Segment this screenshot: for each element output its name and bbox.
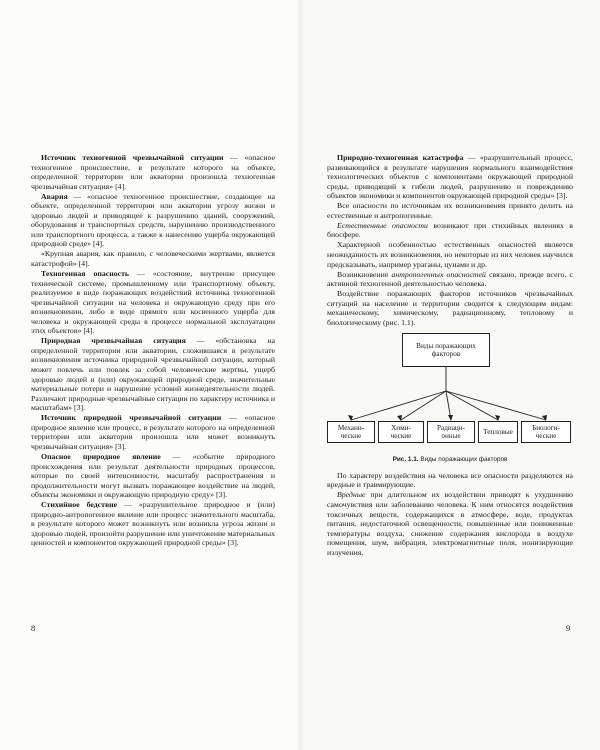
paragraph-natural-dangers bbox=[327, 221, 573, 240]
term: Опасное природное явление bbox=[41, 451, 161, 461]
right-page-text bbox=[327, 153, 573, 557]
term: Стихийное бедствие bbox=[41, 500, 118, 510]
term: Природная чрезвычайная ситуация bbox=[41, 336, 186, 346]
definition: — «опасное природное явление или процесс, в результате которого на определенной территории или акватории произошла или может возникнуть чрезвычайная ситуация» [3]. bbox=[31, 413, 275, 451]
paragraph-classification: Все опасности по источникам их возникновения принято делить на естественные и антропогенные. bbox=[327, 201, 573, 220]
paragraph-dangerous-phenomenon bbox=[31, 452, 275, 500]
definition: — «состояние, внутренне присущее технической системе, промышленному или транспортному объекту, реализуемое в виде поражающих воздействий источника техногенной чрезвычайной ситуации на человека и окружающую среду при его возникновении, либо в виде прямого или косвенного ущерба для человека и окружающей среды в процессе нормальной эксплуатации этих объектов» [4]. bbox=[31, 269, 275, 336]
definition: при длительном их воздействии приводят к ухудшению самочувствия или заболеванию человека. К ним относятся воздействия токсичных веществ, содержащихся в атмосфере, воде, продуктах питания, недостаточной освещенности, повышенные или пониженные температуры воздуха, снижение содержания кислорода в воздухе помещения, шум, вибрация, электромагнитные поля, ионизирующие излучения. bbox=[327, 490, 573, 557]
term: Вредные bbox=[337, 490, 366, 500]
definition: — «опасное техногенное происшествие, в результате которого на объекте, определенной территории или акватории произошла техногенная чрезвычайная ситуация» [4]. bbox=[31, 153, 275, 191]
definition: — «разрушительный процесс, развивающийся в результате нарушения нормального взаимодействия технологических объектов с компонентами окружающей природной среды, приводящий к гибели людей, разрушению и повреждению объектов экономики и компонентов окружающей природной среды» [3]. bbox=[327, 153, 573, 201]
page-number: 9 bbox=[566, 623, 571, 633]
definition: возникают при стихийных явлениях в биосфере. bbox=[327, 220, 573, 240]
paragraph-harmful bbox=[327, 490, 573, 557]
paragraph-catastrophe bbox=[327, 153, 573, 201]
diagram-leaf-radiation: Радиаци- онные bbox=[427, 421, 475, 443]
paragraph-natural-emergency bbox=[31, 336, 275, 412]
figure-title: Виды поражающих факторов bbox=[418, 456, 508, 464]
diagram-leaf-thermal: Тепловые bbox=[478, 421, 518, 443]
book-spine-shadow bbox=[296, 0, 304, 750]
page-number: 8 bbox=[31, 623, 36, 633]
paragraph-accident bbox=[31, 192, 275, 249]
paragraph-anthropogenic: Возникновение антропогенных опасностей связано, прежде всего, с активной техногенной деятельностью человека. bbox=[327, 269, 574, 289]
right-page bbox=[300, 0, 600, 750]
figure-label: Рис. 1.1. bbox=[392, 456, 419, 464]
figure-caption bbox=[327, 455, 573, 465]
diagram-leaf-biological: Биологи- ческие bbox=[521, 421, 571, 443]
paragraph-source-technogenic bbox=[31, 153, 275, 191]
paragraph-disaster bbox=[31, 500, 275, 548]
paragraph-source-natural bbox=[31, 413, 275, 451]
definition: «Крупная авария, как правило, с человеческими жертвами, является катастрофой» [4]. bbox=[31, 249, 275, 269]
paragraph-effect: По характеру воздействия на человека все опасности разделяются на вредные и травмирующие. bbox=[327, 470, 573, 490]
definition: — «опасное техногенное происшествие, создающее на объекте, определенной территории или акватории угрозу жизни и здоровью людей и приводящее к разрушению зданий, сооружений, оборудования и транспортных средств, нарушению производственного или транспортного процесса, а также к нанесению ущерба окружающей природной среде» [4]. bbox=[31, 191, 275, 249]
term: Источник природной чрезвычайной ситуации bbox=[41, 413, 222, 423]
definition: — «событие природного происхождения или результат деятельности природных процессов, которые по своей интенсивности, масштабу распространения и продолжительности могут вызвать поражающее воздействие на людей, объекты экономики и окружающую природную среду» [3]. bbox=[31, 451, 276, 500]
paragraph-natural-feature: Характерной особенностью естественных опасностей является неожиданность их возникновения, но некоторые из них человек научился предсказывать, например ураганы, цунами и др. bbox=[327, 240, 573, 269]
diagram-leaf-mechanical: Механи- ческие bbox=[327, 421, 375, 443]
diagram-leaf-chemical: Хими- ческие bbox=[378, 421, 424, 443]
paragraph-major-accident bbox=[31, 249, 275, 268]
paragraph-factors: Воздействие поражающих факторов источников чрезвычайных ситуаций на население и территории сводится к следующим видам: механическому, химическому, радиационному, тепловому и биологическому (рис. 1.1). bbox=[327, 289, 573, 327]
term: Источник техногенной чрезвычайной ситуации bbox=[41, 153, 224, 162]
definition: — «обстановка на определенной территории или акватории, сложившаяся в результате возникновения источника природной чрезвычайной ситуации, который может повлечь или повлек за собой человеческие жертвы, ущерб здоровью людей и (или) окружающей природной среде, значительные материальные потери и нарушение условий жизнедеятельности людей. Различают природные чрезвычайные ситуации по характеру источника и масштабам» [3]. bbox=[31, 336, 275, 413]
definition: связано, прежде всего, с активной техногенной деятельностью человека. bbox=[327, 269, 574, 289]
term: Естественные опасности bbox=[337, 220, 428, 230]
paragraph-technogenic-danger bbox=[31, 269, 275, 336]
term: Техногенная опасность bbox=[41, 269, 130, 279]
definition: — «разрушительное природное и (или) природно-антропогенное явление или процесс значительного масштаба, в результате которого может возникнуть или возникла угроза жизни и здоровью людей, произойти разрушение или уничтожение материальных ценностей и компонентов окружающей природной среды» [3]. bbox=[31, 500, 275, 548]
factors-diagram bbox=[327, 331, 573, 453]
left-page-text bbox=[31, 153, 275, 548]
term: антропогенных опасностей bbox=[391, 269, 486, 279]
term: Природно-техногенная катастрофа bbox=[337, 153, 464, 162]
term: Авария bbox=[41, 191, 68, 201]
diagram-root-box: Виды поражающих факторов bbox=[402, 333, 490, 367]
